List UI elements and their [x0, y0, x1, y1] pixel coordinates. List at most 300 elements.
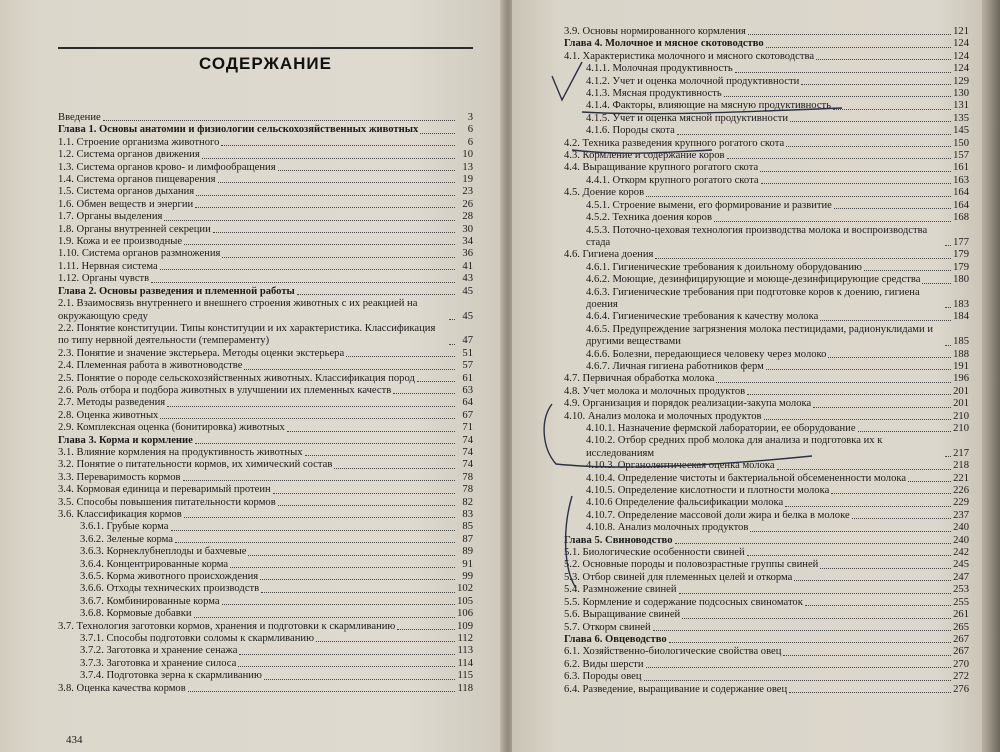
toc-entry-title: 5.6. Выращивание свиней: [564, 609, 681, 621]
toc-entry-title: 4.2. Техника разведения крупного рогатого скота: [564, 137, 785, 149]
toc-entry-page: 34: [462, 236, 473, 248]
toc-entry: [58, 484, 473, 496]
toc-entry: [58, 385, 473, 397]
leader-dots: [346, 356, 455, 357]
leader-dots: [852, 518, 951, 519]
toc-entry-title: 1.11. Нервная система: [58, 260, 158, 272]
right-page: [512, 0, 982, 752]
page-number: 434: [66, 734, 83, 746]
leader-dots: [858, 431, 951, 432]
leader-dots: [420, 133, 455, 134]
toc-entry-page: 78: [462, 484, 473, 496]
toc-entry-title: 2.7. Методы разведения: [58, 397, 166, 409]
toc-entry: [58, 497, 473, 509]
toc-entry: [58, 534, 473, 546]
toc-entry-title: 5.3. Отбор свиней для племенных целей и откорма: [564, 571, 793, 583]
toc-entry-page: 183: [953, 298, 969, 310]
toc-entry-title: 6.2. Виды шерсти: [564, 658, 644, 670]
toc-entry-page: 89: [462, 546, 473, 558]
leader-dots: [646, 196, 951, 197]
toc-entry: [58, 162, 473, 174]
toc-entry-title: 4.6.3. Гигиенические требования при подготовке коров к доению, гигиена доения: [586, 286, 920, 310]
toc-entry-title: 3.7.4. Подготовка зерна к скармливанию: [80, 670, 262, 682]
toc-entry: [58, 645, 473, 657]
toc-entry-page: 61: [462, 372, 473, 384]
toc-entry: [58, 373, 473, 385]
toc-entry-title: Глава 5. Свиноводство: [564, 534, 673, 546]
leader-dots: [945, 345, 951, 346]
toc-entry-page: 43: [462, 273, 473, 285]
toc-entry-title: Глава 1. Основы анатомии и физиологии сельскохозяйственных животных: [58, 124, 419, 136]
leader-dots: [831, 493, 951, 494]
leader-dots: [184, 244, 455, 245]
toc-entry-title: 3.6.3. Корнеклубнеплоды и бахчевые: [80, 546, 247, 558]
toc-entry-page: 177: [953, 236, 969, 248]
leader-dots: [735, 72, 951, 73]
leader-dots: [834, 208, 951, 209]
toc-entry: [564, 646, 969, 658]
toc-entry: [58, 261, 473, 273]
toc-chapter-heading: [564, 634, 969, 646]
toc-entry: [564, 51, 969, 63]
toc-entry-title: 4.10.5. Определение кислотности и плотности молока: [586, 485, 830, 497]
toc-entry: [564, 510, 969, 522]
toc-entry-title: 1.5. Система органов дыхания: [58, 186, 195, 198]
toc-entry-page: 6: [467, 136, 473, 148]
toc-entry-page: 242: [953, 547, 969, 559]
leader-dots: [278, 505, 455, 506]
toc-entry-title: 4.6.1. Гигиенические требования к доильному оборудованию: [586, 261, 862, 273]
toc-entry: [58, 211, 473, 223]
toc-entry-title: 3.9. Основы нормированного кормления: [564, 26, 746, 37]
toc-entry: [564, 162, 969, 174]
toc-entry-page: 64: [462, 397, 473, 409]
toc-entry: [58, 298, 473, 323]
toc-entry: [564, 435, 969, 460]
leader-dots: [747, 555, 951, 556]
toc-entry-page: 83: [462, 509, 473, 520]
toc-entry: [564, 572, 969, 584]
leader-dots: [908, 481, 951, 482]
leader-dots: [261, 592, 455, 593]
toc-entry: [564, 187, 969, 199]
toc-entry-page: 201: [953, 385, 969, 397]
toc-entry: [564, 684, 969, 696]
toc-entry-title: 5.4. Размножение свиней: [564, 584, 677, 596]
toc-entry: [58, 397, 473, 409]
toc-entry-title: 4.7. Первичная обработка молока: [564, 373, 715, 385]
toc-entry-title: 3.6.8. Кормовые добавки: [80, 608, 192, 620]
toc-entry-title: 2.9. Комплексная оценка (бонитировка) животных: [58, 422, 285, 434]
toc-entry: [564, 88, 969, 100]
leader-dots: [171, 530, 456, 531]
toc-chapter-heading: [564, 38, 969, 50]
toc-entry-page: 106: [457, 608, 473, 620]
toc-entry: [58, 236, 473, 248]
leader-dots: [945, 307, 951, 308]
toc-entry: [564, 287, 969, 312]
toc-entry-title: 4.5.2. Техника доения коров: [586, 212, 712, 224]
toc-entry: [564, 262, 969, 274]
toc-entry: [564, 249, 969, 261]
toc-entry-page: 180: [953, 274, 969, 286]
toc-entry: [58, 670, 473, 682]
toc-entry-title: 4.1.1. Молочная продуктивность: [586, 63, 733, 75]
toc-entry-title: 1.3. Система органов крово- и лимфообращения: [58, 161, 276, 173]
toc-entry-title: 4.5. Доение коров: [564, 187, 645, 199]
toc-entry-page: 201: [953, 398, 969, 410]
toc-entry-page: 45: [462, 310, 473, 322]
leader-dots: [644, 680, 951, 681]
toc-entry-page: 112: [457, 633, 473, 645]
toc-entry: [58, 546, 473, 558]
toc-entry-title: 3.1. Влияние кормления на продуктивность животных: [58, 446, 303, 458]
toc-entry-page: 113: [457, 645, 473, 657]
toc-entry-page: 114: [457, 657, 473, 669]
toc-entry-page: 51: [462, 347, 473, 359]
toc-entry: [564, 609, 969, 621]
toc-entry-title: 3.7.1. Способы подготовки соломы к скармливанию: [80, 633, 314, 645]
toc-entry: [58, 621, 473, 633]
toc-entry-title: 2.2. Понятие конституции. Типы конституции и их характеристика. Классификация по типу нервной деятельности (темпераменту): [58, 322, 436, 347]
leader-dots: [273, 493, 455, 494]
toc-entry: [564, 597, 969, 609]
toc-entry-page: 19: [462, 174, 473, 186]
toc-entry: [564, 63, 969, 75]
toc-entry-title: 4.10.1. Назначение фермской лаборатории, ее оборудование: [586, 423, 856, 434]
toc-entry: [58, 224, 473, 236]
toc-entry-page: 13: [462, 161, 473, 173]
leader-dots: [655, 258, 951, 259]
toc-entry: [58, 521, 473, 533]
toc-entry: [58, 658, 473, 670]
toc-entry-title: 6.1. Хозяйственно-биологические свойства овец: [564, 646, 782, 658]
toc-entry: [58, 273, 473, 285]
toc-entry-page: 226: [953, 485, 969, 497]
toc-entry: [58, 348, 473, 360]
toc-entry: [564, 100, 969, 112]
toc-entry: [58, 683, 473, 695]
toc-entry: [564, 559, 969, 571]
leader-dots: [766, 47, 951, 48]
toc-entry: [58, 447, 473, 459]
leader-dots: [945, 245, 951, 246]
toc-entry-page: 91: [462, 558, 473, 570]
toc-entry: [58, 472, 473, 484]
toc-entry-page: 218: [953, 460, 969, 472]
leader-dots: [653, 630, 951, 631]
toc-entry-page: 270: [953, 658, 969, 670]
toc-entry: [58, 559, 473, 571]
toc-entry: [564, 274, 969, 286]
toc-entry-page: 188: [953, 348, 969, 360]
leader-dots: [945, 456, 951, 457]
toc-entry-page: 276: [953, 683, 969, 695]
toc-entry-page: 265: [953, 621, 969, 633]
leader-dots: [188, 691, 455, 692]
leader-dots: [922, 283, 951, 284]
toc-entry-title: Глава 2. Основы разведения и племенной работы: [58, 285, 295, 297]
toc-entry-page: 71: [462, 422, 473, 434]
leader-dots: [103, 120, 455, 121]
leader-dots: [195, 207, 455, 208]
toc-entry-page: 245: [953, 559, 969, 571]
toc-entry-title: 4.1.5. Учет и оценка мясной продуктивности: [586, 112, 789, 124]
toc-entry: [58, 633, 473, 645]
leader-dots: [816, 59, 951, 60]
toc-entry-page: 184: [953, 311, 969, 323]
leader-dots: [801, 84, 951, 85]
toc-entry-title: 2.8. Оценка животных: [58, 409, 159, 421]
leader-dots: [222, 257, 455, 258]
toc-entry-page: 82: [462, 496, 473, 508]
toc-entry-page: 102: [457, 583, 473, 595]
toc-entry: [564, 659, 969, 671]
toc-entry-title: 1.1. Строение организма животного: [58, 136, 220, 148]
toc-entry-page: 210: [953, 410, 969, 422]
leader-dots: [747, 394, 951, 395]
toc-entry: [58, 596, 473, 608]
toc-entry-title: 4.10. Анализ молока и молочных продуктов: [564, 410, 762, 422]
toc-entry-title: 4.6.7. Личная гигиена работников ферм: [586, 360, 764, 372]
toc-entry: [58, 571, 473, 583]
toc-entry-title: 3.6.4. Концентрированные корма: [80, 558, 229, 570]
toc-entry: [564, 485, 969, 497]
leader-dots: [305, 455, 455, 456]
toc-entry-title: 4.10.7. Определение массовой доли жира и белка в молоке: [586, 509, 850, 521]
toc-entry: [564, 311, 969, 323]
leader-dots: [151, 282, 455, 283]
leader-dots: [805, 605, 951, 606]
toc-entry-title: 4.8. Учет молока и молочных продуктов: [564, 385, 746, 397]
toc-entry-title: 3.6.5. Корма животного происхождения: [80, 571, 259, 583]
toc-entry-title: 2.1. Взаимосвязь внутреннего и внешнего строения животных с их реакцией на окружающую среду: [58, 298, 418, 322]
leader-dots: [202, 158, 455, 159]
leader-dots: [748, 34, 951, 35]
leader-dots: [677, 134, 951, 135]
toc-entry-page: 163: [953, 174, 969, 186]
toc-entry-page: 124: [953, 38, 969, 50]
toc-entry-title: 4.1.6. Породы скота: [586, 125, 675, 137]
leader-dots: [244, 369, 455, 370]
toc-entry-title: 4.6.5. Предупреждение загрязнения молока пестицидами, радионуклидами и другими веществами: [586, 323, 933, 348]
toc-entry-title: 4.1.4. Факторы, влияющие на мясную продуктивность: [586, 100, 832, 112]
toc-entry-title: Глава 6. Овцеводство: [564, 633, 667, 645]
toc-entry-title: 3.8. Оценка качества кормов: [58, 682, 186, 694]
toc-entry-title: 4.4. Выращивание крупного рогатого скота: [564, 162, 759, 174]
leader-dots: [760, 171, 951, 172]
toc-entry: [564, 200, 969, 212]
toc-entry-page: 267: [953, 646, 969, 658]
toc-entry: [58, 248, 473, 260]
toc-entry-page: 135: [953, 112, 969, 124]
toc-entry-title: 3.4. Кормовая единица и переваримый протеин: [58, 484, 271, 496]
leader-dots: [213, 232, 455, 233]
leader-dots: [239, 654, 455, 655]
toc-entry: [564, 622, 969, 634]
toc-entry-page: 229: [953, 497, 969, 509]
toc-entry-page: 185: [953, 336, 969, 348]
toc-entry-page: 179: [953, 249, 969, 261]
toc-entry: [58, 112, 473, 124]
toc-entry-title: 5.7. Откорм свиней: [564, 621, 651, 633]
toc-entry: [58, 137, 473, 149]
leader-dots: [724, 96, 951, 97]
toc-entry-title: 3.6.2. Зеленые корма: [80, 533, 173, 545]
toc-entry-title: 3.6. Классификация кормов: [58, 509, 182, 520]
leader-dots: [789, 692, 951, 693]
toc-entry-title: 3.6.7. Комбинированные корма: [80, 595, 220, 607]
toc-entry-page: 121: [953, 26, 969, 37]
toc-entry-page: 109: [457, 620, 473, 632]
toc-entry: [564, 423, 969, 435]
toc-entry-page: 23: [462, 186, 473, 198]
leader-dots: [750, 531, 951, 532]
toc-entry: [564, 125, 969, 137]
toc-entry: [564, 26, 969, 38]
toc-entry-page: 57: [462, 360, 473, 372]
leader-dots: [287, 431, 455, 432]
toc-entry: [58, 360, 473, 372]
leader-dots: [160, 269, 455, 270]
toc-entry-page: 131: [953, 100, 969, 112]
toc-entry-page: 210: [953, 423, 969, 434]
leader-dots: [393, 393, 455, 394]
toc-entry-page: 164: [953, 187, 969, 199]
toc-entry-title: 4.10.2. Отбор средних проб молока для анализа и подготовка их к исследованиям: [586, 435, 883, 459]
toc-entry-page: 47: [462, 335, 473, 347]
toc-entry-page: 41: [462, 260, 473, 272]
toc-entry: [564, 473, 969, 485]
leader-dots: [397, 629, 455, 630]
leader-dots: [218, 182, 455, 183]
toc-entry-page: 28: [462, 211, 473, 223]
toc-entry: [564, 138, 969, 150]
leader-dots: [761, 183, 951, 184]
toc-entry-page: 150: [953, 137, 969, 149]
toc-entry-title: 3.6.1. Грубые корма: [80, 521, 169, 533]
toc-entry-title: 2.6. Роль отбора и подбора животных в улучшении их племенных качеств: [58, 384, 392, 396]
toc-entry: [564, 671, 969, 683]
toc-entry-title: 1.9. Кожа и ее производные: [58, 236, 183, 248]
leader-dots: [820, 320, 951, 321]
toc-entry: [58, 608, 473, 620]
leader-dots: [785, 506, 951, 507]
toc-entry-title: 4.10.3. Органолептическая оценка молока: [586, 460, 775, 472]
toc-entry-page: 26: [462, 198, 473, 210]
leader-dots: [790, 121, 951, 122]
leader-dots: [813, 407, 951, 408]
leader-dots: [221, 145, 455, 146]
leader-dots: [230, 567, 455, 568]
toc-entry-page: 247: [953, 571, 969, 583]
toc-entry-title: 1.2. Система органов движения: [58, 149, 200, 161]
toc-entry-page: 130: [953, 88, 969, 100]
toc-entry-page: 63: [462, 384, 473, 396]
toc-entry-page: 74: [462, 459, 473, 471]
toc-entry-page: 118: [457, 682, 473, 694]
toc-entry: [58, 410, 473, 422]
toc-entry-title: 6.3. Породы овец: [564, 671, 642, 683]
leader-dots: [248, 555, 455, 556]
toc-entry-page: 240: [953, 522, 969, 534]
toc-entry-page: 45: [462, 285, 473, 297]
toc-entry-page: 124: [953, 63, 969, 75]
leader-dots: [828, 357, 951, 358]
toc-entry: [58, 583, 473, 595]
toc-entry-title: 4.4.1. Откорм крупного рогатого скота: [586, 174, 759, 186]
toc-entry: [564, 584, 969, 596]
leader-dots: [820, 568, 951, 569]
toc-entry-page: 6: [467, 124, 473, 136]
leader-dots: [716, 382, 951, 383]
toc-entry: [564, 386, 969, 398]
toc-entry-title: 4.1. Характеристика молочного и мясного скотоводства: [564, 50, 815, 62]
leader-dots: [334, 468, 455, 469]
toc-entry-title: 4.5.3. Поточно-цеховая технология производства молока и воспроизводства стада: [586, 224, 928, 248]
leader-dots: [777, 469, 951, 470]
toc-entry-title: 2.5. Понятие о породе сельскохозяйственных животных. Классификация пород: [58, 372, 415, 384]
toc-entry-title: 5.5. Кормление и содержание подсосных свиноматок: [564, 596, 803, 608]
toc-entry: [564, 547, 969, 559]
leader-dots: [449, 319, 455, 320]
leader-dots: [766, 369, 951, 370]
toc-entry-page: 255: [953, 596, 969, 608]
leader-dots: [164, 220, 455, 221]
leader-dots: [669, 642, 951, 643]
toc-entry-page: 30: [462, 223, 473, 235]
toc-entry-title: 4.6.6. Болезни, передающиеся человеку через молоко: [586, 348, 827, 360]
toc-entry-page: 164: [953, 199, 969, 211]
toc-entry-page: 145: [953, 125, 969, 137]
leader-dots: [764, 419, 951, 420]
toc-entry-page: 196: [953, 373, 969, 385]
leader-dots: [264, 679, 455, 680]
toc-entry-page: 67: [462, 409, 473, 421]
toc-entry-title: 3.7.3. Заготовка и хранение силоса: [80, 657, 237, 669]
leader-dots: [833, 109, 951, 110]
leader-dots: [278, 170, 455, 171]
leader-dots: [195, 443, 455, 444]
leader-dots: [714, 221, 951, 222]
leader-dots: [646, 667, 951, 668]
leader-dots: [783, 655, 951, 656]
leader-dots: [238, 666, 455, 667]
title-rule: [58, 47, 473, 49]
toc-entry-title: 4.6.4. Гигиенические требования к качеству молока: [586, 311, 819, 323]
toc-entry-page: 74: [462, 446, 473, 458]
toc-entry-page: 217: [953, 447, 969, 459]
leader-dots: [794, 580, 951, 581]
toc-entry-title: 4.5.1. Строение вымени, его формирование и развитие: [586, 199, 832, 211]
toc-entry-title: 1.7. Органы выделения: [58, 211, 163, 223]
toc-entry-title: 3.7. Технология заготовки кормов, хранения и подготовки к скармливанию: [58, 620, 396, 632]
toc-entry: [58, 459, 473, 471]
toc-entry: [564, 349, 969, 361]
leader-dots: [175, 542, 455, 543]
leader-dots: [184, 517, 455, 518]
toc-entry: [564, 411, 969, 423]
leader-dots: [682, 618, 951, 619]
toc-chapter-heading: [58, 435, 473, 447]
toc-entry-page: 115: [457, 670, 473, 682]
leader-dots: [297, 294, 455, 295]
toc-entry-title: 1.4. Система органов пищеварения: [58, 174, 216, 186]
leader-dots: [727, 158, 951, 159]
leader-dots: [864, 270, 951, 271]
toc-entry: [564, 522, 969, 534]
toc-entry: [564, 175, 969, 187]
